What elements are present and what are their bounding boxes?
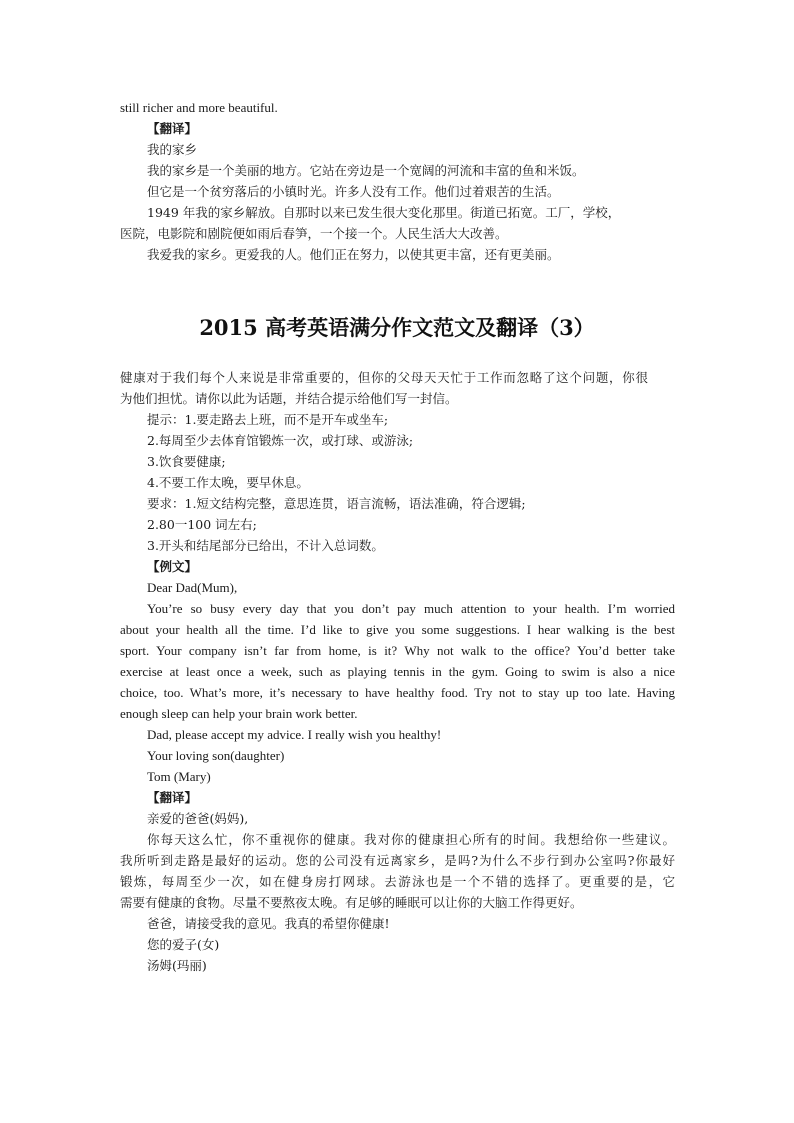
example-closing: Dad, please accept my advice. I really wish you healthy!	[147, 727, 442, 742]
page-title: 2015 高考英语满分作文范文及翻译（3）	[199, 315, 595, 340]
example-body-line: exercise at least once a week, such as playing tennis in the gym. Going to swim is also a nice	[120, 664, 675, 679]
translation-sign-off: 您的爱子(女)	[147, 937, 220, 952]
previous-essay-last-line: still richer and more beautiful.	[120, 100, 278, 115]
prev-translation-line: 我爱我的家乡。更爱我的人。他们正在努力，以使其更丰富，还有更美丽。	[147, 247, 560, 262]
example-body-line: enough sleep can help your brain work better.	[120, 706, 358, 721]
prompt-hint: 4.不要工作太晚，要早休息。	[147, 475, 309, 490]
prompt-hint: 3.饮食要健康;	[147, 454, 226, 469]
translation-closing: 爸爸，请接受我的意见。我真的希望你健康!	[147, 916, 390, 931]
example-body-line: You’re so busy every day that you don’t pay much attention to your health. I’m worried	[147, 601, 675, 616]
prompt-requirement: 3.开头和结尾部分已给出，不计入总词数。	[147, 538, 384, 553]
example-heading: 【例文】	[147, 559, 198, 574]
example-signature: Tom (Mary)	[147, 769, 211, 784]
translation-body-line: 需要有健康的食物。尽量不要熬夜太晚。有足够的睡眠可以让你的大脑工作得更好。	[120, 895, 583, 910]
example-sign-off: Your loving son(daughter)	[147, 748, 285, 763]
example-body-line: sport. Your company isn’t far from home, is it? Why not walk to the office? You’d better take	[120, 643, 675, 658]
prompt-intro-line: 健康对于我们每个人来说是非常重要的，但你的父母天天忙于工作而忽略了这个问题，你很	[120, 370, 648, 385]
translation-greeting: 亲爱的爸爸(妈妈),	[147, 811, 249, 826]
prompt-requirement: 要求：1.短文结构完整，意思连贯，语言流畅，语法准确，符合逻辑;	[147, 496, 526, 511]
example-body-line: about your health all the time. I’d like to give you some suggestions. I hear walking is the best	[120, 622, 675, 637]
translation-body-line: 锻炼，每周至少一次，如在健身房打网球。去游泳也是一个不错的选择了。更重要的是，它	[120, 874, 675, 889]
translation-heading-prev: 【翻译】	[147, 121, 198, 136]
prompt-intro-line: 为他们担忧。请你以此为话题，并结合提示给他们写一封信。	[120, 391, 458, 406]
prev-translation-line: 我的家乡	[147, 142, 198, 157]
translation-signature: 汤姆(玛丽)	[147, 958, 207, 973]
translation-body-line: 我所听到走路是最好的运动。您的公司没有远离家乡，是吗?为什么不步行到办公室吗?你最好	[120, 853, 675, 868]
prompt-requirement: 2.80一100 词左右;	[147, 517, 257, 532]
prev-translation-line: 我的家乡是一个美丽的地方。它站在旁边是一个宽阔的河流和丰富的鱼和米饭。	[147, 163, 585, 178]
example-greeting: Dear Dad(Mum),	[147, 580, 238, 595]
prompt-hint: 提示：1.要走路去上班，而不是开车或坐车;	[147, 412, 389, 427]
translation-body-line: 你每天这么忙，你不重视你的健康。我对你的健康担心所有的时间。我想给你一些建议。	[147, 832, 675, 847]
prev-translation-line: 1949 年我的家乡解放。自那时以来已发生很大变化那里。街道已拓宽。工厂，学校，	[147, 205, 621, 220]
translation-heading: 【翻译】	[147, 790, 198, 805]
prev-translation-line: 但它是一个贫穷落后的小镇时光。许多人没有工作。他们过着艰苦的生活。	[147, 184, 560, 199]
prev-translation-line: 医院，电影院和剧院便如雨后春笋，一个接一个。人民生活大大改善。	[120, 226, 508, 241]
example-body-line: choice, too. What’s more, it’s necessary to have healthy food. Try not to stay up too late. Having	[120, 685, 675, 700]
prompt-hint: 2.每周至少去体育馆锻炼一次，或打球、或游泳;	[147, 433, 414, 448]
